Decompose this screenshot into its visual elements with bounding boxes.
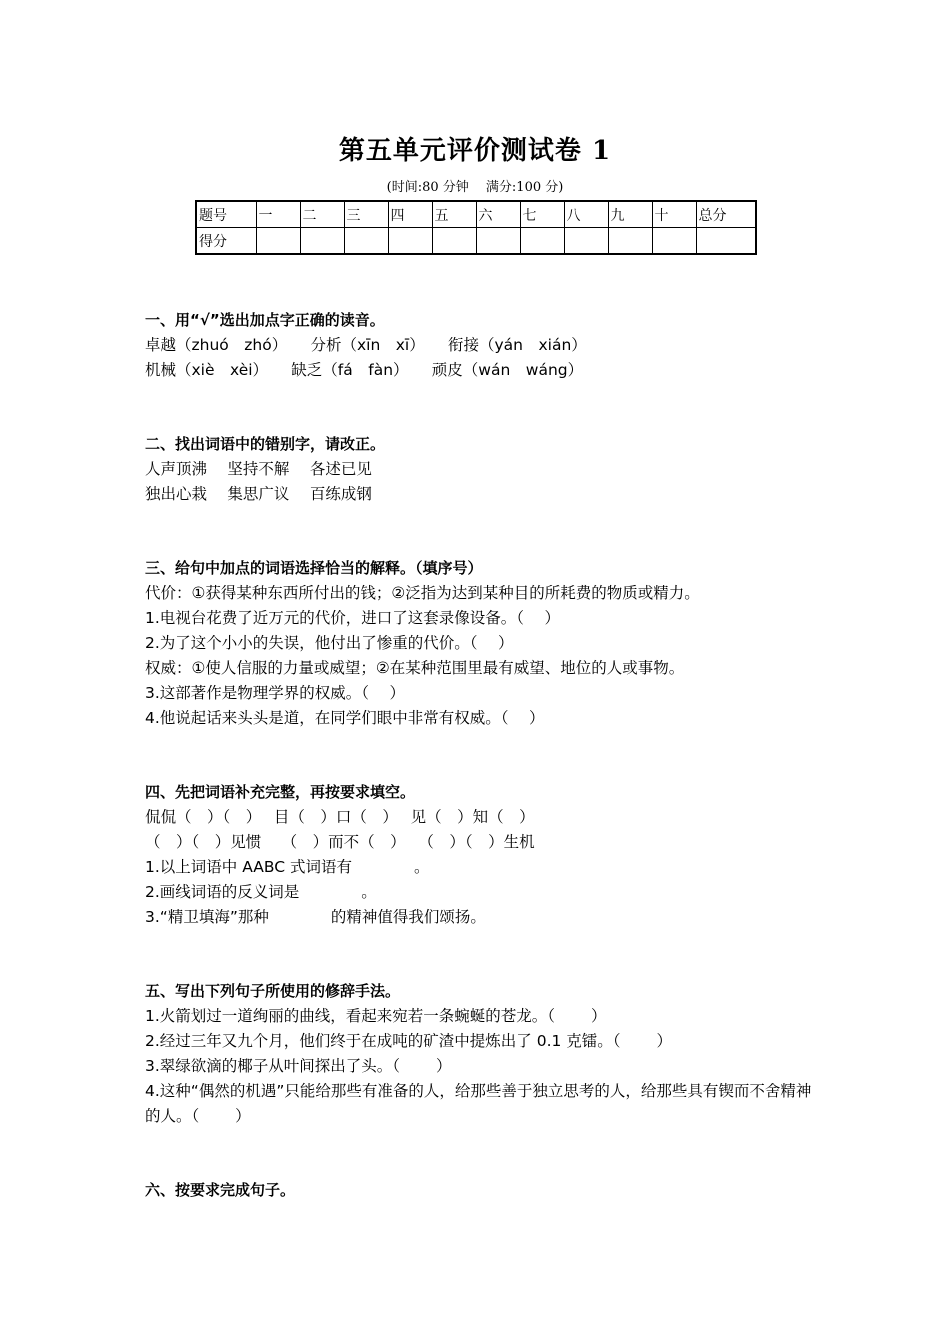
section-heading: 五、写出下列句子所使用的修辞手法。: [145, 982, 401, 1000]
question-line: 3.这部著作是物理学界的权威。（ ）: [145, 684, 405, 702]
section-4-idioms: [145, 780, 815, 930]
header-cell: 题号: [196, 201, 256, 228]
header-cell: 十: [652, 201, 696, 228]
question-line: 2.画线词语的反义词是 。: [145, 883, 377, 901]
section-6-sentences: [145, 1178, 815, 1203]
question-line: 人声顶沸 坚持不解 各述已见: [145, 460, 372, 478]
question-line: 独出心栽 集思广议 百练成钢: [145, 485, 372, 503]
question-line: 1.火箭划过一道绚丽的曲线，看起来宛若一条蜿蜒的苍龙。（ ）: [145, 1007, 607, 1025]
question-line: 2.经过三年又九个月，他们终于在成吨的矿渣中提炼出了 0.1 克镭。（ ）: [145, 1032, 672, 1050]
question-line: 机械（xiè xèi） 缺乏（fá fàn） 顽皮（wán wáng）: [145, 361, 584, 379]
header-cell: 二: [300, 201, 344, 228]
score-table: [195, 200, 757, 255]
score-row-label: 得分: [196, 228, 256, 255]
question-line: 1.电视台花费了近万元的代价，进口了这套录像设备。（ ）: [145, 609, 560, 627]
question-line: 3.翠绿欲滴的椰子从叶间探出了头。（ ）: [145, 1057, 452, 1075]
page-title: 第五单元评价测试卷 1: [338, 136, 612, 166]
question-line: 3.“精卫填海”那种 的精神值得我们颂扬。: [145, 908, 486, 926]
score-cell[interactable]: [476, 228, 520, 255]
question-line: 卓越（zhuó zhó） 分析（xīn xī） 衔接（yán xián）: [145, 336, 587, 354]
header-cell: 七: [520, 201, 564, 228]
header-cell: 五: [432, 201, 476, 228]
header-cell: 九: [608, 201, 652, 228]
question-line: 1.以上词语中 AABC 式词语有 。: [145, 858, 430, 876]
header-cell: 总分: [696, 201, 756, 228]
section-heading: 一、用“√”选出加点字正确的读音。: [145, 311, 385, 329]
exam-info: (时间:80 分钟 满分:100 分): [386, 180, 564, 195]
score-table-header-row: [196, 201, 756, 228]
section-heading: 三、给句中加点的词语选择恰当的解释。（填序号）: [145, 559, 483, 577]
section-heading: 四、先把词语补充完整，再按要求填空。: [145, 783, 416, 801]
section-1-pronunciation: [145, 308, 815, 383]
exam-content: [145, 308, 815, 1252]
question-line: 4.这种“偶然的机遇”只能给那些有准备的人，给那些善于独立思考的人，给那些具有锲而不舍精神的人。（ ）: [145, 1082, 812, 1125]
section-5-rhetoric: [145, 979, 815, 1129]
score-cell[interactable]: [564, 228, 608, 255]
header-cell: 八: [564, 201, 608, 228]
score-cell[interactable]: [300, 228, 344, 255]
score-cell[interactable]: [520, 228, 564, 255]
score-cell[interactable]: [608, 228, 652, 255]
score-cell[interactable]: [432, 228, 476, 255]
question-line: 侃侃（ ）（ ） 目（ ）口（ ） 见（ ）知（ ）: [145, 808, 535, 826]
question-line: 4.他说起话来头头是道，在同学们眼中非常有权威。（ ）: [145, 709, 545, 727]
score-cell[interactable]: [388, 228, 432, 255]
header-cell: 一: [256, 201, 300, 228]
section-heading: 六、按要求完成句子。: [145, 1181, 296, 1199]
section-3-meanings: [145, 556, 815, 731]
header-cell: 三: [344, 201, 388, 228]
score-cell[interactable]: [652, 228, 696, 255]
score-cell[interactable]: [344, 228, 388, 255]
section-heading: 二、找出词语中的错别字，请改正。: [145, 435, 386, 453]
question-line: 2.为了这个小小的失误，他付出了惨重的代价。（ ）: [145, 634, 514, 652]
header-cell: 六: [476, 201, 520, 228]
score-cell[interactable]: [696, 228, 756, 255]
section-2-typos: [145, 432, 815, 507]
header-cell: 四: [388, 201, 432, 228]
question-line: 权威：①使人信服的力量或威望；②在某种范围里最有威望、地位的人或事物。: [145, 659, 685, 677]
score-table-score-row: [196, 228, 756, 255]
score-cell[interactable]: [256, 228, 300, 255]
question-line: 代价：①获得某种东西所付出的钱；②泛指为达到某种目的所耗费的物质或精力。: [145, 584, 700, 602]
question-line: （ ）（ ）见惯 （ ）而不（ ） （ ）（ ）生机: [145, 833, 535, 851]
